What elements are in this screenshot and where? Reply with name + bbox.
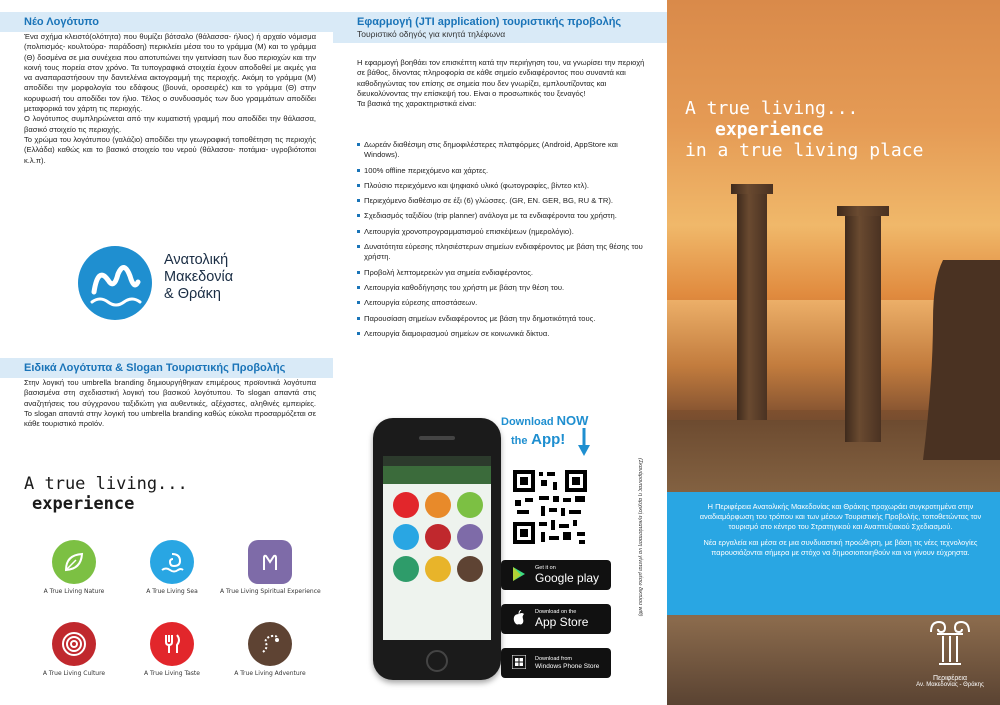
region-subname: Αν. Μακεδονίας - Θράκης [916, 682, 984, 688]
true-living-adventure [220, 622, 320, 677]
phone-app-banner [383, 466, 491, 484]
phone-home-button [426, 650, 448, 672]
pebble-logo-icon [78, 246, 152, 320]
app-intro [357, 58, 647, 109]
region-statement [667, 492, 1000, 615]
app-tile [393, 556, 419, 582]
true-living-sea [122, 540, 222, 595]
region-brand-logo [78, 240, 278, 320]
wifi-note-text: (Σκανάροντας η αρχική εγκατάσταση να γίνεται μέσω δικτύου wifi) [637, 458, 643, 617]
download-word: Download [501, 416, 554, 428]
app-store-button[interactable] [501, 604, 611, 634]
right-panel [667, 0, 1000, 705]
wifi-note [631, 458, 645, 688]
phone-status-bar [383, 456, 491, 466]
region-name: Περιφέρεια [932, 675, 968, 682]
feature-item: Προβολή λεπτομερειών για σημεία ενδιαφέροντος. [357, 268, 647, 278]
qr-code[interactable] [511, 468, 589, 546]
region-logo-line: Ανατολική [164, 252, 229, 268]
feature-item: Σχεδιασμός ταξιδίου (trip planner) ανάλογα με τα ενδιαφέροντα του χρήστη. [357, 211, 647, 221]
app-tile [425, 524, 451, 550]
windows-icon [509, 655, 529, 672]
slogan-line: in a true living place [685, 140, 924, 161]
slogan-line: A true living... [685, 98, 859, 119]
special-logos-heading: Ειδικά Λογότυπα & Slogan Τουριστικής Προβολής [0, 358, 333, 378]
region-logo-line: Μακεδονία [164, 269, 234, 285]
slogan-line: experience [32, 494, 135, 514]
store-name: App Store [535, 615, 589, 629]
slogan-line: A true living... [24, 474, 188, 494]
download-app: App! [531, 431, 566, 448]
true-living-taste [122, 622, 222, 677]
store-name: Google play [535, 571, 600, 585]
slogan [24, 474, 188, 514]
features-heading: Τα βασικά της χαρακτηριστικά είναι: [357, 99, 477, 109]
phone-screen [383, 456, 491, 640]
app-tile [457, 556, 483, 582]
app-tile [425, 556, 451, 582]
column-capital [837, 206, 889, 216]
middle-panel [333, 0, 667, 705]
wave-icon [150, 540, 194, 584]
app-tile [425, 492, 451, 518]
special-logos-description: Στην λογική του umbrella branding δημιουργήθηκαν επιμέρους προϊοντικά λογότυπα βασισμένα στη σχεδιαστική λογική του βασικού λογότυπου. Το slogan απαντά στις αναζητήσεις του σύγχρονου ταξιδιώτη για αυθεντικές, αξέχαστες, αληθινές εμπειρίες. Το slogan απαντά στην λογική του umbrella branding καθώς εύκολα προσαρμόζεται σε κάθε τουριστικό προϊόν. [24, 378, 316, 429]
app-tile [393, 524, 419, 550]
ancient-column [845, 212, 881, 442]
store-small-text: Download from [535, 655, 572, 662]
feature-item: Λειτουργία καθοδήγησης του χρήστη με βάση την θέση του. [357, 283, 647, 293]
feature-item: Λειτουργία διαμοιρασμού σημείων σε κοινωνικά δίκτυα. [357, 329, 647, 339]
true-living-label: A True Living Nature [43, 588, 105, 595]
path-icon [248, 622, 292, 666]
app-heading [333, 12, 667, 43]
new-logo-description [24, 32, 316, 166]
right-slogan [685, 98, 923, 161]
app-tile [393, 492, 419, 518]
arrow-down-icon [576, 428, 592, 458]
app-subtitle: Τουριστικό οδηγός για κινητά τηλέφωνα [357, 29, 506, 39]
feature-item: Λειτουργία χρονοπρογραμματισμού επισκέψεων (ημερολόγιο). [357, 227, 647, 237]
features-list [357, 140, 647, 344]
phone-app-grid [383, 484, 491, 590]
play-store-icon [509, 566, 529, 585]
region-statement-paragraph: Η Περιφέρεια Ανατολικής Μακεδονίας και Θράκης προχωράει συγκροτημένα στην αναδιαμόρφωση του τρόπου και των μέσων Τουριστικής Προβολής, τοποθετώντας τον τουρισμό στο κέντρο του Στρατηγικού και Αναπτυξιακού Σχεδιασμού. [699, 502, 982, 531]
store-name: Windows Phone Store [535, 662, 600, 670]
ancient-column [737, 190, 767, 420]
app-tile [457, 524, 483, 550]
region-logo-line: & Θράκη [164, 286, 221, 302]
true-living-nature [24, 540, 124, 595]
true-living-logos [24, 540, 324, 700]
store-small-text: Get it on [535, 565, 556, 571]
phone-speaker [419, 436, 455, 440]
left-panel [0, 0, 333, 705]
true-living-label: A True Living Sea [146, 588, 198, 595]
true-living-label: A True Living Culture [42, 670, 106, 677]
new-logo-paragraph: Το χρώμα του λογότυπου (γαλάζιο) αποδίδει την γεωγραφική τοποθέτηση τις περιοχής (Ελλάδα) καθώς και το βασικό στοιχείο του νερού (θάλασσα- ποτάμια- υγροβιότοποι κ.λ.π). [24, 134, 316, 165]
region-logo-text [164, 252, 233, 303]
true-living-label: A True Living Adventure [234, 670, 306, 677]
spiral-icon [52, 622, 96, 666]
feature-item: Πλούσιο περιεχόμενο και ψηφιακό υλικό (φωτογραφίες, βίντεο κτλ). [357, 181, 647, 191]
true-living-culture [24, 622, 124, 677]
smartphone-image [373, 418, 501, 680]
new-logo-heading: Νέο Λογότυπο [0, 12, 333, 32]
app-title: Εφαρμογή (JTI application) τουριστικής προβολής [357, 16, 622, 28]
app-intro-text: Η εφαρμογή βοηθάει τον επισκέπτη κατά την περιήγηση του, να γνωρίσει την περιοχή σε βάθος, δίνοντας πληροφορία σε κάθε σημείο ενδιαφέροντος που συναντά και καθοδηγώντας τον επίσης σε σημεία που δεν γνωρίζει, εμπλουτίζοντας και διευκολύνοντας την επίσκεψή του. Είναι ο προσωπικός του ξεναγός! [357, 58, 645, 98]
windows-store-button[interactable] [501, 648, 611, 678]
region-statement-paragraph: Νέα εργαλεία και μέσα σε μια συνδυαστική προώθηση, με βάση τις νέες τεχνολογίες παρουσιάζονται σήμερα με στόχο να δημοσιοποιηθούν και να γίνουν εύχρηστα. [703, 538, 978, 557]
download-now: NOW [556, 413, 589, 428]
feature-item: Περιεχόμενο διαθέσιμο σε έξι (6) γλώσσες. (GR, EN. GER, BG, RU & TR). [357, 196, 647, 206]
new-logo-paragraph: Ένα σχήμα κλειστό(ολότητα) που θυμίζει βότσαλο (θάλασσα- ήλιος) ή αρχαίο νόμισμα (πολιτισμός- κουλτούρα- παράδοση) περικλείει μέσα του το γράμμα (Μ) και το γράμμα (Θ) δοσμένα σε μια συνέχεια που αποτυπώνει την γειτνίαση των δυο περιοχών και την κοινή τους πορεία στον χρόνο. Τα τυπογραφικά στοιχεία έχουν αποδοθεί με ακμές για να αναπαραστήσουν την δαντελένια ακτογραμμή της περιοχής. Ακόμη το γράμμα (Μ) αποδίδει την μορφολογία του εδάφους (βουνά, οροσειρές) και το γράμμα (Θ) στην κορυφωσή του αποδίδει τον ήλιο. Τέλος ο συνδυασμός των δυο γραμμάτων αποδίδει μεταφορικά τον χάρτη τις περιοχής. [24, 32, 316, 114]
feature-item: Δυνατότητα εύρεσης πλησιέστερων σημείων ενδιαφέροντος με βάση της θέσης του χρήστη. [357, 242, 647, 263]
column-capital [731, 184, 773, 194]
feature-item: 100% offline περιεχόμενο και χάρτες. [357, 166, 647, 176]
region-emblem [915, 618, 985, 702]
true-living-spiritual [220, 540, 320, 595]
broken-column-icon [903, 260, 1000, 460]
new-logo-paragraph: Ο λογότυπος συμπληρώνεται από την κυματιστή γραμμή που αποδίδει την θάλασσα, βασικό στοιχείο τις περιοχής. [24, 114, 316, 134]
feature-item: Λειτουργία εύρεσης αποστάσεων. [357, 298, 647, 308]
fork-icon [150, 622, 194, 666]
google-play-button[interactable] [501, 560, 611, 590]
feature-item: Δωρεάν διαθέσιμη στις δημοφιλέστερες πλατφόρμες (Android, AppStore και Windows). [357, 140, 647, 161]
slogan-line: experience [715, 119, 824, 140]
true-living-label: A True Living Spiritual Experience [220, 588, 321, 595]
store-small-text: Download on the [535, 609, 577, 615]
feature-item: Παρουσίαση σημείων ενδιαφέροντος με βάση την δημοτικότητά τους. [357, 314, 647, 324]
download-the: the [511, 435, 528, 447]
leaf-icon [52, 540, 96, 584]
true-living-label: A True Living Taste [144, 670, 200, 677]
app-tile [457, 492, 483, 518]
ionic-capital-icon [927, 618, 973, 668]
hands-icon [248, 540, 292, 584]
apple-icon [509, 610, 529, 629]
